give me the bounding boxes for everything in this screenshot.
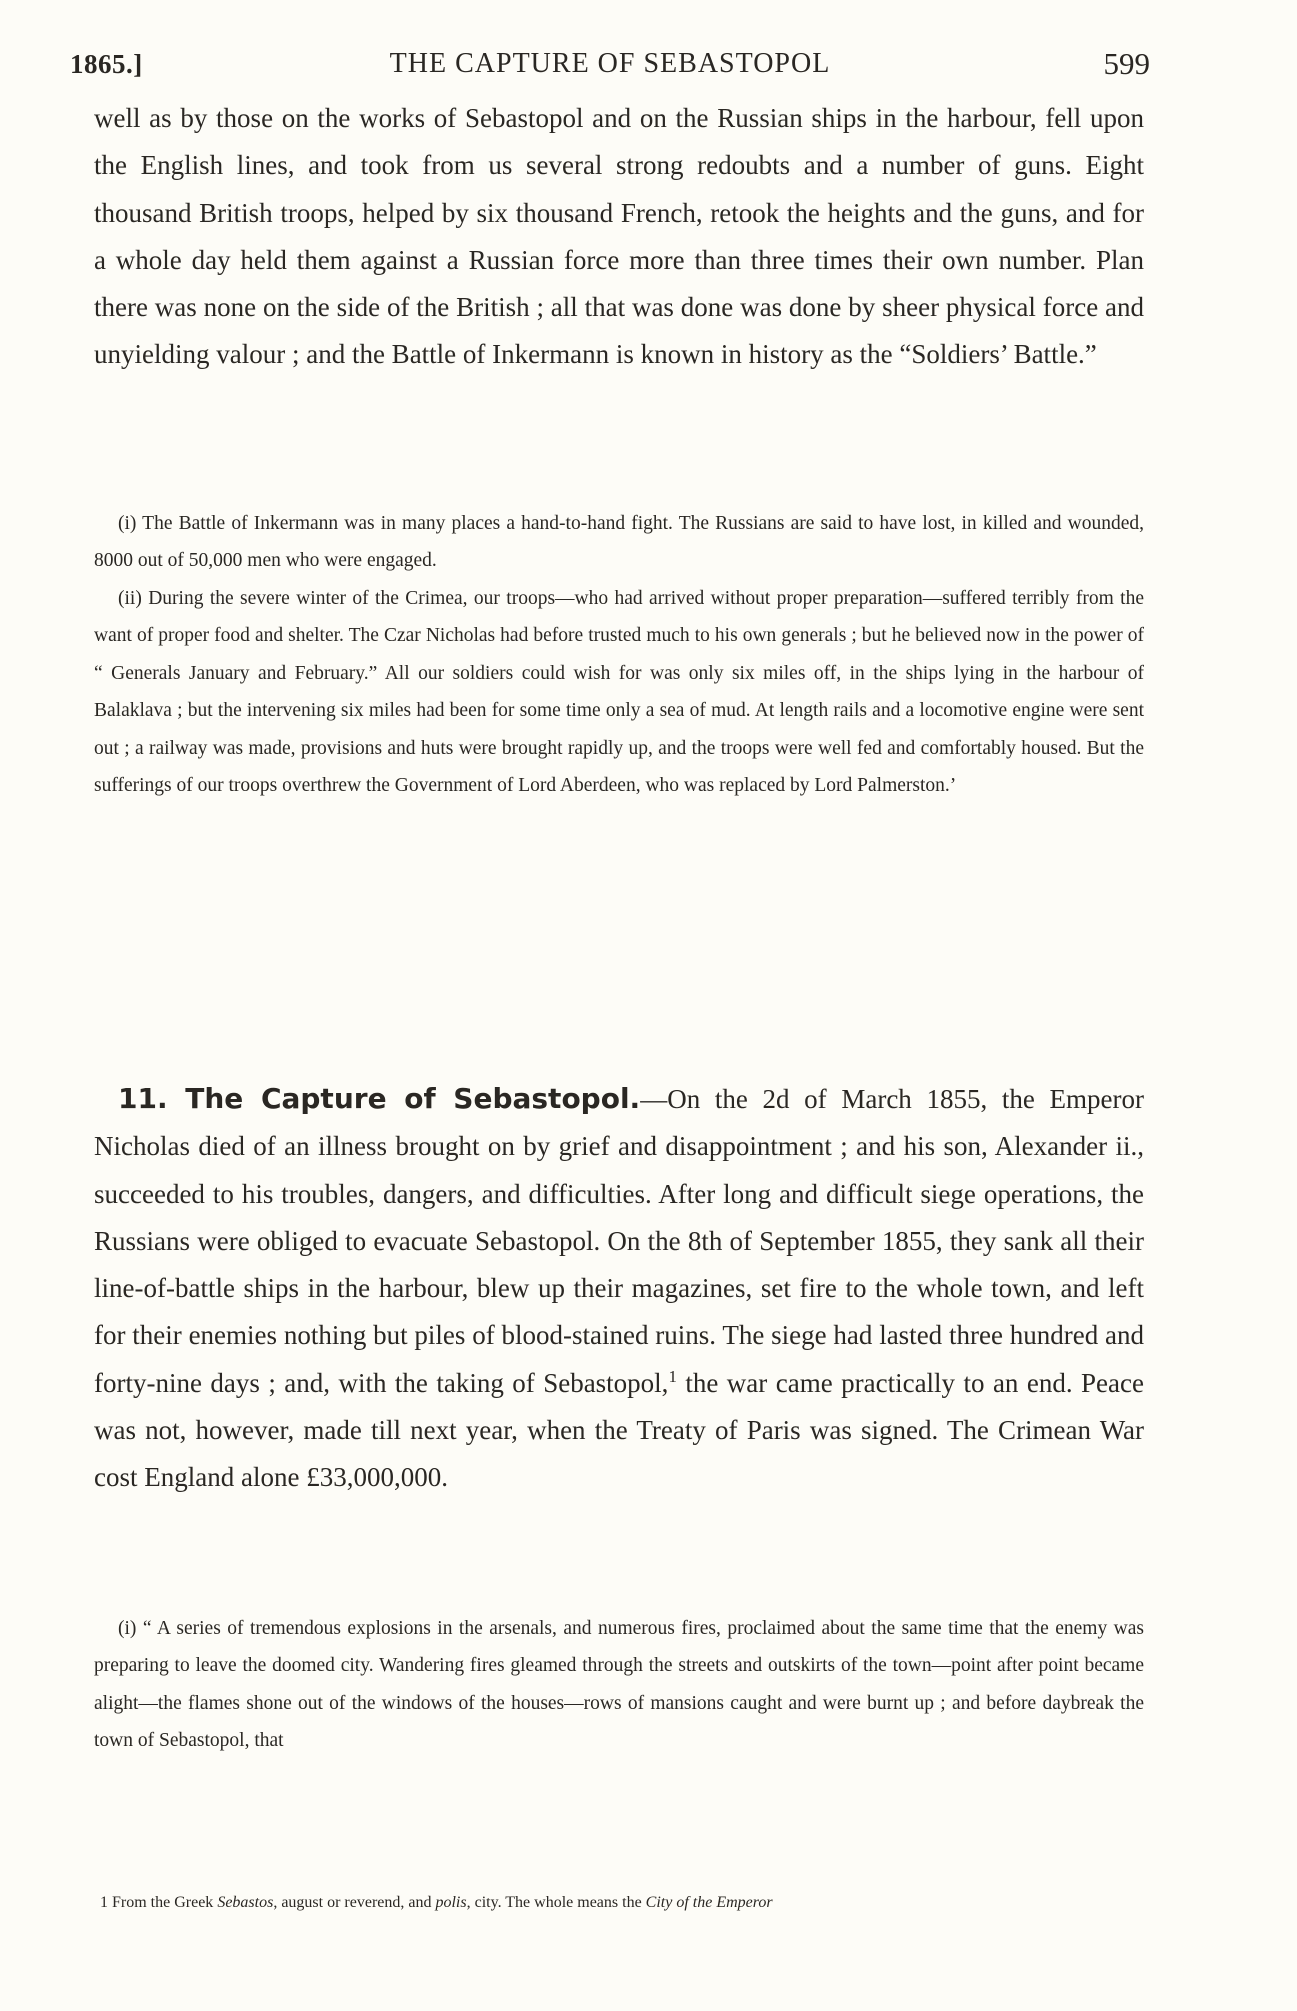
note-crimean-winter: (ii) During the severe winter of the Crimea, our troops—who had arrived without proper preparation—suffered terribly from the want of proper food and shelter. The Czar Nicholas had before trusted much to his own generals ; but he believed now in the power of “ Generals January and February.” All our soldiers could wish for was only six miles off, in the ships lying in the harbour of Balaklava ; but the intervening six miles had been for some time only a sea of mud. At length rails and a locomotive engine were sent out ; a railway was made, provisions and huts were brought rapidly up, and the troops were well fed and comfortably housed. But the sufferings of our troops overthrew the Government of Lord Aberdeen, who was replaced by Lord Palmerston.’ (94, 588, 1144, 797)
paragraph-battle-inkermann: well as by those on the works of Sebastopol and on the Russian ships in the harbour, fell upon the English lines, and took from us several strong redoubts and a number of guns. Eight thousand British troops, helped by six thousand French, retook the heights and the guns, and for a whole day held them against a Russian force more than three times their own number. Plan there was none on the side of the British ; all that was done was done by sheer physical force and unyielding valour ; and the Battle of Inkermann is known in history as the “Soldiers’ Battle.” (94, 103, 1144, 370)
footnote-text: , august or reverend, and (273, 1894, 436, 1911)
section-heading: 11. The Capture of Sebastopol. (118, 1082, 641, 1115)
footnote-word-polis: polis (435, 1894, 467, 1911)
footnote (94, 1889, 1144, 1917)
section-text: —On the 2d of March 1855, the Emperor Nicholas died of an illness brought on by grief and disappointment ; and his son, Alexander ii., succeeded to his troubles, dangers, and difficulties. After long and difficult siege operations, the Russians were obliged to evacuate Sebastopol. On the 8th of September 1855, they sank all their line-of-battle ships in the harbour, blew up their magazines, set fire to the whole town, and left for their enemies nothing but piles of blood-stained ruins. The siege had lasted three hundred and forty-nine days ; and, with the taking of Sebastopol, (94, 1084, 1144, 1398)
section-capture-of-sebastopol (94, 1075, 1144, 1502)
header-year: 1865.] (70, 49, 143, 79)
section-text-continued: the war came practically to an end. Peace was not, however, made till next year, when the Treaty of Paris was signed. The Crimean War cost England alone £33,000,000. (94, 1367, 1144, 1493)
footnote-marker: 1 (668, 1366, 677, 1386)
note-inkermann: (i) The Battle of Inkermann was in many places a hand-to-hand fight. The Russians are said to have lost, in killed and wounded, 8000 out of 50,000 men who were engaged. (94, 513, 1144, 572)
footnote-text: , city. The whole means the (466, 1894, 646, 1911)
footnote-text: From the Greek (108, 1894, 218, 1911)
running-head (70, 44, 1150, 84)
header-title: THE CAPTURE OF SEBASTOPOL (389, 48, 831, 79)
footnote-city-of-emperor: City of the Emperor (645, 1894, 773, 1911)
footnote-number: 1 (100, 1894, 108, 1911)
footnote-word-sebastos: Sebastos (217, 1894, 274, 1911)
note-explosions: (i) “ A series of tremendous explosions in the arsenals, and numerous fires, proclaimed about the same time that the enemy was preparing to leave the doomed city. Wandering fires gleamed through the streets and outskirts of the town—point after point became alight—the flames shone out of the windows of the houses—rows of mansions caught and were burnt up ; and before daybreak the town of Sebastopol, that (94, 1618, 1144, 1752)
page-number: 599 (1103, 46, 1150, 81)
